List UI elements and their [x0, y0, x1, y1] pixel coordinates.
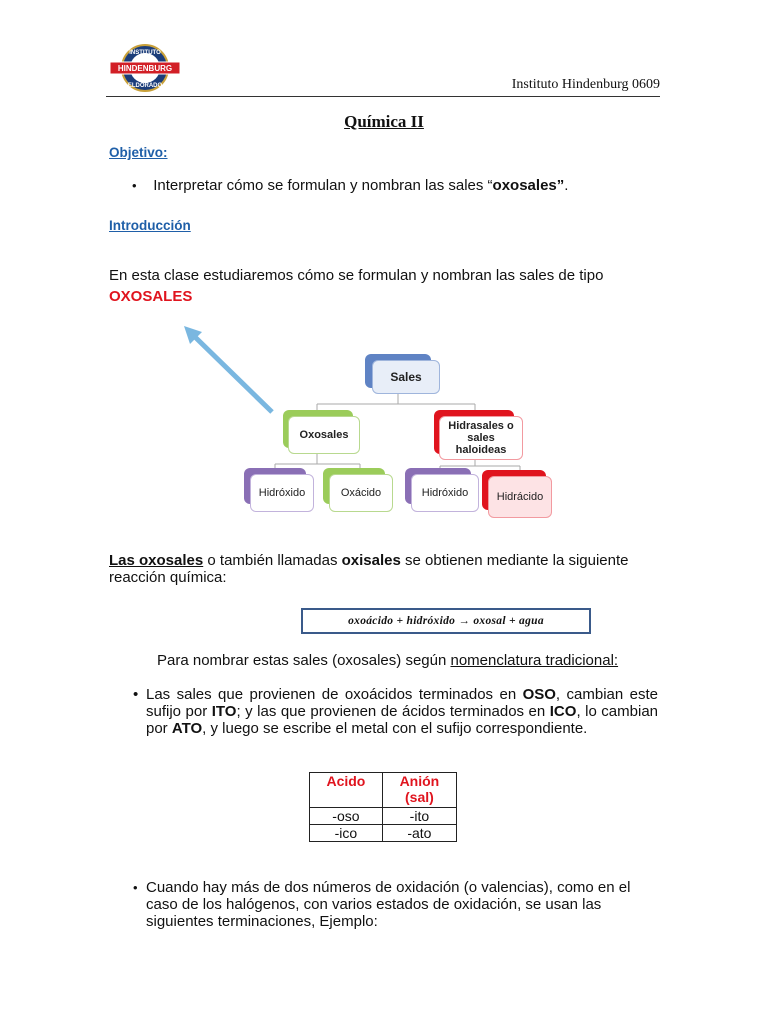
diagram-hidracido: Hidrácido: [488, 476, 552, 518]
logo-band-text: HINDENBURG: [117, 64, 173, 73]
objective-heading: Objetivo:: [109, 145, 168, 160]
oxisales-term: oxisales: [341, 552, 401, 569]
hidrasales-line2: sales: [467, 432, 495, 444]
hidrasales-line3: haloideas: [455, 444, 507, 456]
intro-heading: Introducción: [109, 218, 191, 233]
table-header-acido: Acido: [310, 773, 383, 808]
rule1-text-5: , y luego se escribe el metal con el sufijo correspondiente.: [202, 720, 588, 737]
diagram-root-box: Sales: [372, 360, 440, 394]
nomenclature-link: nomenclatura tradicional:: [450, 652, 619, 669]
intro-text: En esta clase estudiaremos cómo se formulan y nombran las sales de tipo: [109, 267, 604, 284]
rule2-paragraph: Cuando hay más de dos números de oxidación (o valencias), como en el caso de los halógenos, con varios estados de oxidación, se usan las siguientes terminaciones, Ejemplo:: [146, 879, 631, 930]
oxosales-rest: se obtienen mediante la siguiente reacción química:: [109, 552, 629, 586]
objective-suffix: .: [564, 177, 569, 194]
diagram-hidrasales-box: [439, 416, 523, 460]
table-header-row: [310, 773, 457, 808]
table-row: [310, 808, 457, 825]
header-divider: [106, 96, 660, 97]
nomenclature-text: Para nombrar estas sales (oxosales) según: [157, 652, 451, 669]
hidrasales-line1: Hidrasales o: [448, 420, 514, 432]
objective-bold: oxosales”: [492, 177, 565, 194]
diagram-oxacido: Oxácido: [329, 474, 393, 512]
table-cell: -ico: [310, 825, 383, 842]
table-header-anion-1: Anión: [399, 773, 440, 789]
reaction-formula: oxoácido + hidróxido → oxosal + agua: [301, 608, 591, 634]
nomenclature-intro: [157, 652, 677, 669]
objective-text: Interpretar cómo se formulan y nombran las sales “: [153, 177, 493, 194]
logo-top-text: INSTITUTO: [129, 50, 161, 56]
rule1-ato: ATO: [171, 720, 203, 737]
logo-bottom-text: ELDORADO: [127, 83, 163, 89]
diagram-hidroxido-left: Hidróxido: [250, 474, 314, 512]
institute-logo: [106, 43, 184, 93]
intro-highlight: OXOSALES: [109, 288, 193, 305]
rule1-paragraph: [146, 686, 658, 737]
oxosales-paragraph: [109, 552, 669, 586]
institution-name: Instituto Hindenburg 0609: [511, 77, 660, 92]
oxosales-term: Las oxosales: [109, 552, 204, 569]
rule1-bullet: •: [133, 686, 139, 703]
rule1-ito: ITO: [211, 703, 237, 720]
objective-bullet: [132, 177, 672, 194]
rule1-text-3: ; y las que provienen de ácidos terminados en: [236, 703, 550, 720]
rule1-oso: OSO: [522, 686, 556, 703]
rule2-bullet: •: [133, 880, 138, 895]
bullet-dot: •: [132, 178, 137, 193]
rule1-text-2: , cambian este sufijo por: [146, 686, 658, 720]
page-title: Química II: [344, 112, 424, 131]
table-header-anion: [382, 773, 456, 808]
rule1-text-1: Las sales que provienen de oxoácidos terminados en: [146, 686, 523, 703]
diagram-hidroxido-right: Hidróxido: [411, 474, 479, 512]
table-cell: -oso: [310, 808, 383, 825]
table-header-anion-2: (sal): [405, 789, 434, 805]
table-cell: -ito: [382, 808, 456, 825]
table-row: [310, 825, 457, 842]
oxosales-mid: o también llamadas: [203, 552, 342, 569]
rule1-text-4: , lo cambian por: [146, 703, 658, 737]
suffix-table: [309, 772, 457, 842]
table-cell: -ato: [382, 825, 456, 842]
diagram-oxosales-box: Oxosales: [288, 416, 360, 454]
rule1-ico: ICO: [549, 703, 577, 720]
